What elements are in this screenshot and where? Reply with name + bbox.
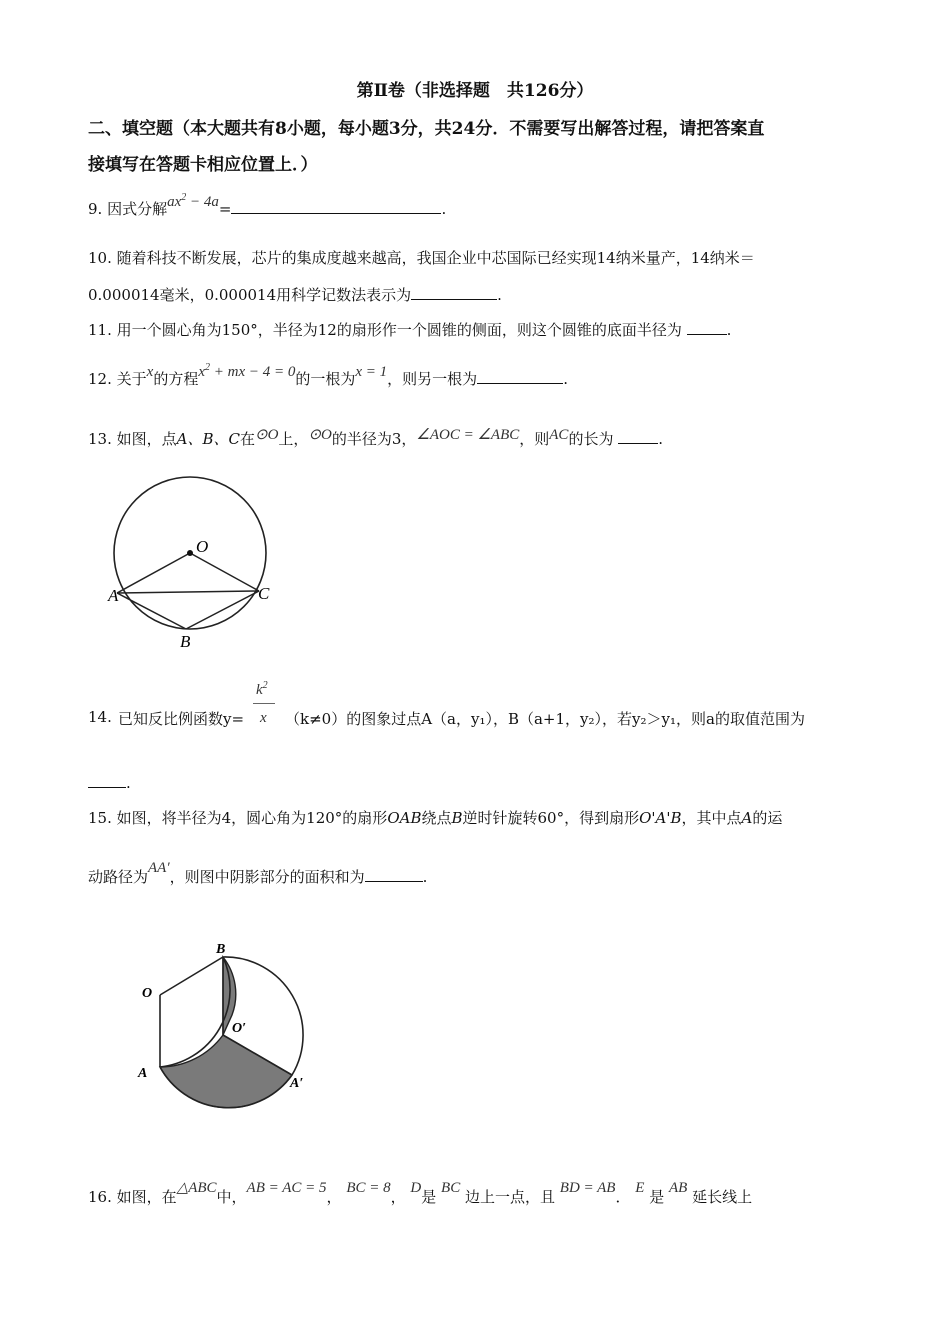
math-equation: $x^2$ + mx − 4 = 0	[198, 362, 296, 380]
answer-blank[interactable]	[618, 429, 658, 444]
question-14-line2: .	[88, 773, 131, 792]
section-heading-line1: 二、填空题（本大题共有8小题，每小题3分，共24分．不需要写出解答过程，请把答案直	[88, 119, 765, 139]
label-a: A	[108, 586, 119, 605]
label-b: B	[216, 942, 226, 957]
question-15-line1: 15. 如图，将半径为4，圆心角为120°的扇形OAB绕点B逆时针旋转60°，得到扇形O'A'B，其中点A的运	[88, 809, 783, 827]
question-12: 12. 关于x的方程$x^2$ + mx − 4 = 0的一根为x = 1，则另一根为 .	[88, 362, 568, 388]
point-o	[187, 550, 193, 556]
question-10-line1: 10. 随着科技不断发展，芯片的集成度越来越高，我国企业中芯国际已经实现14纳米量产，14纳米＝	[88, 249, 755, 267]
answer-blank[interactable]	[477, 369, 563, 384]
question-13: 13. 如图，点A、B、C在⊙O上，⊙O的半径为3，∠AOC = ∠ABC，则AC的长为 .	[88, 427, 664, 448]
answer-blank[interactable]	[365, 867, 423, 882]
page-title: 第Ⅱ卷（非选择题 共126分）	[356, 81, 594, 101]
label-o: O	[142, 986, 153, 1001]
answer-blank[interactable]	[88, 773, 126, 788]
math-variable: x	[146, 364, 154, 380]
question-15-line2: 动路径为AA′，则图中阴影部分的面积和为 .	[88, 860, 428, 886]
segment-ab	[117, 593, 186, 629]
question-9: 9. 因式分解$ax^2 - 4a=$ .	[88, 192, 447, 218]
circle-figure	[100, 475, 290, 655]
question-10-line2: 0.000014毫米，0.000014用科学记数法表示为 .	[88, 286, 502, 304]
sector-rotation-figure	[130, 935, 320, 1120]
label-o: O	[196, 537, 209, 556]
equals-sign: =	[218, 200, 232, 218]
math-root: x = 1	[355, 364, 388, 380]
arc-notation: AA′	[148, 860, 170, 876]
label-o-prime: O′	[232, 1021, 247, 1036]
segment-oa	[117, 553, 190, 593]
answer-blank[interactable]	[687, 320, 727, 335]
label-a: A	[138, 1066, 148, 1081]
fraction-bar	[253, 703, 275, 704]
fraction-denominator: x	[260, 710, 267, 726]
answer-blank[interactable]	[231, 199, 441, 214]
fraction-numerator: $k^2$	[256, 680, 268, 698]
label-c: C	[258, 584, 270, 603]
section-heading-line2: 接填写在答题卡相应位置上．）	[88, 155, 318, 175]
label-a-prime: A′	[290, 1076, 304, 1091]
question-number: 9.	[88, 200, 103, 218]
label-b: B	[180, 632, 191, 651]
math-expression: $ax^2 - 4a$	[167, 192, 219, 210]
segment-oc	[190, 553, 259, 591]
answer-blank[interactable]	[411, 285, 497, 300]
question-text: 因式分解	[107, 200, 168, 218]
question-16: 16. 如图，在△ABC中，AB = AC = 5， BC = 8， D是 BC 边上一点，且 BD = AB． E 是 AB 延长线上	[88, 1180, 753, 1206]
shaded-region-lower	[160, 1035, 292, 1108]
question-11: 11. 用一个圆心角为150°，半径为12的扇形作一个圆锥的侧面，则这个圆锥的底面半径为 .	[88, 321, 732, 339]
segment-bc	[186, 591, 259, 629]
segment-ac	[117, 591, 259, 593]
segment-ob	[160, 957, 223, 995]
